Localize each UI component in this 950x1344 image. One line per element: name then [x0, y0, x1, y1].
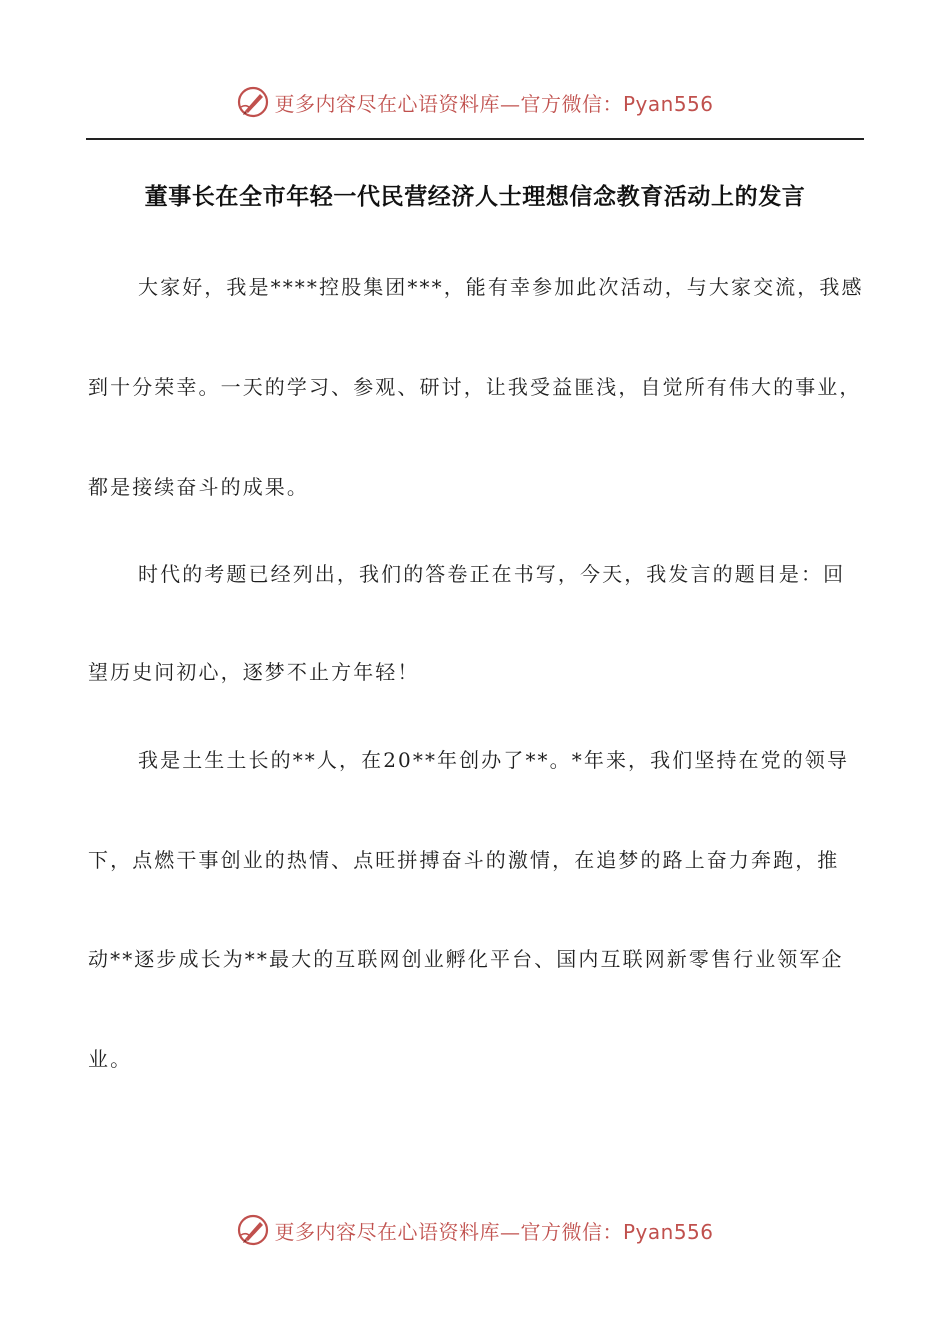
footer-banner-contact-id: Pyan556 [622, 1219, 714, 1244]
quill-pen-logo-icon [236, 85, 270, 119]
header-banner [0, 80, 950, 124]
header-banner-text [274, 88, 713, 117]
header-banner-separator: — [499, 91, 521, 116]
body-line: 动**逐步成长为**最大的互联网创业孵化平台、国内互联网新零售行业领军企 [88, 947, 844, 971]
footer-banner-slogan: 更多内容尽在心语资料库 [274, 1219, 500, 1244]
footer-banner [0, 1208, 950, 1252]
footer-banner-text [274, 1216, 713, 1245]
body-line: 都是接续奋斗的成果。 [88, 475, 309, 499]
body-line: 到十分荣幸。一天的学习、参观、研讨，让我受益匪浅，自觉所有伟大的事业， [88, 375, 862, 399]
quill-pen-logo-icon [236, 1213, 270, 1247]
header-divider [86, 138, 864, 140]
body-line: 业。 [88, 1047, 133, 1071]
header-banner-contact-id: Pyan556 [622, 91, 714, 116]
footer-banner-separator: — [499, 1219, 521, 1244]
body-line: 大家好，我是****控股集团***，能有幸参加此次活动，与大家交流，我感 [138, 275, 864, 299]
footer-banner-contact-label: 官方微信： [520, 1219, 623, 1244]
body-line: 望历史问初心，逐梦不止方年轻！ [88, 660, 420, 684]
header-banner-contact-label: 官方微信： [520, 91, 623, 116]
body-line: 下，点燃干事创业的热情、点旺拼搏奋斗的激情，在追梦的路上奋力奔跑，推 [88, 848, 840, 872]
body-line: 我是土生土长的**人，在20**年创办了**。*年来，我们坚持在党的领导 [138, 748, 850, 772]
document-title: 董事长在全市年轻一代民营经济人士理想信念教育活动上的发言 [144, 184, 806, 210]
header-banner-slogan: 更多内容尽在心语资料库 [274, 91, 500, 116]
body-line: 时代的考题已经列出，我们的答卷正在书写，今天，我发言的题目是：回 [138, 562, 846, 586]
